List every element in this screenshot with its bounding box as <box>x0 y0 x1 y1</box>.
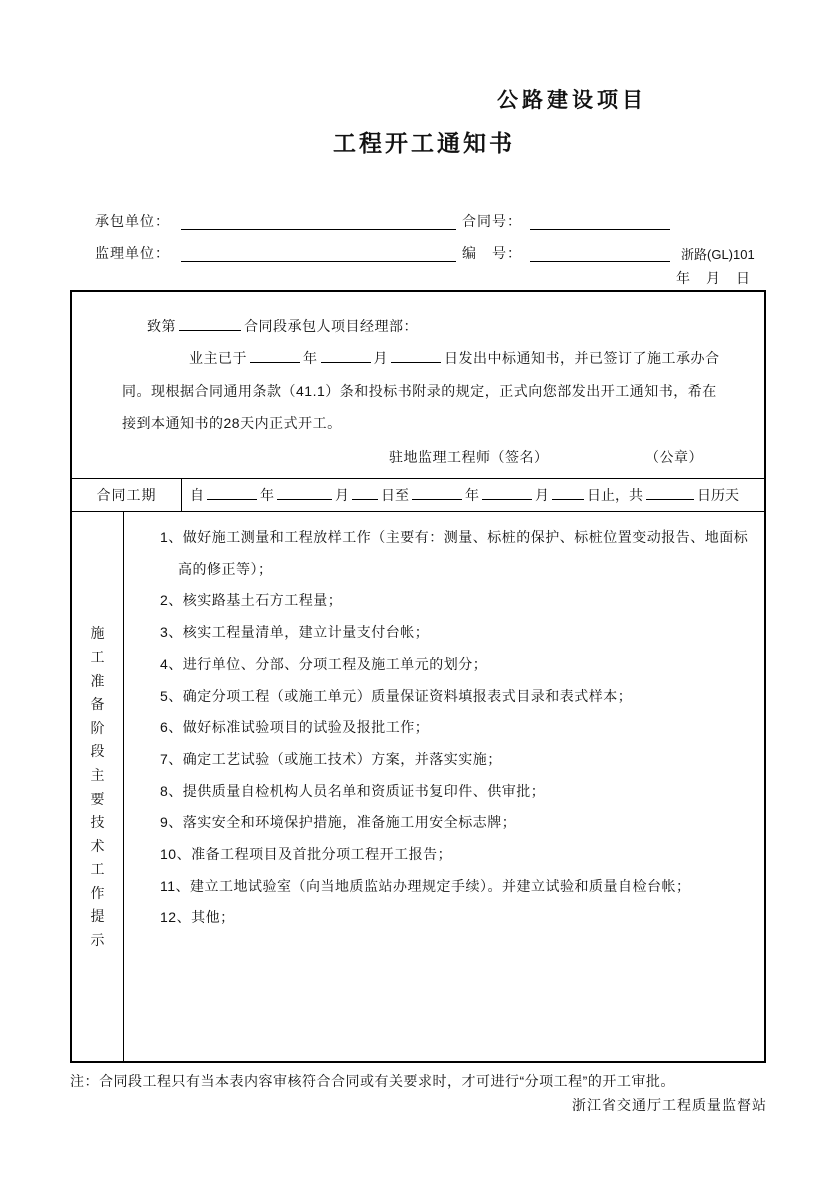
addressee-suffix: 合同段承包人项目经理部： <box>244 318 418 334</box>
owner-text: 业主已于 <box>189 350 247 366</box>
until-label: 日止，共 <box>587 487 643 503</box>
tips-list-item: 11、建立工地试验室（向当地质监站办理规定手续）。并建立试验和质量自检台帐； <box>160 877 691 894</box>
from-label: 自 <box>190 487 204 503</box>
tips-list-item: 1、做好施工测量和工程放样工作（主要有：测量、标桩的保护、标桩位置变动报告、地面标高的修正等）； <box>160 529 749 577</box>
start-month-blank[interactable] <box>277 485 332 500</box>
start-day-blank[interactable] <box>352 485 378 500</box>
end-month-label: 月 <box>535 487 549 503</box>
notice-section <box>72 292 764 478</box>
award-year-blank[interactable] <box>250 348 300 363</box>
contractor-blank[interactable] <box>181 213 456 230</box>
supervisor-blank[interactable] <box>181 245 456 262</box>
serial-no-blank[interactable] <box>530 245 670 262</box>
contract-no-blank[interactable] <box>530 213 670 230</box>
tips-list-item: 8、提供质量自检机构人员名单和资质证书复印件、供审批； <box>160 782 546 799</box>
duration-content <box>182 485 739 505</box>
supervisor-label: 监理单位： <box>95 245 170 261</box>
end-month-blank[interactable] <box>482 485 532 500</box>
tips-list-item: 2、核实路基土石方工程量； <box>160 592 343 609</box>
tips-list <box>160 522 752 934</box>
notice-line-owner <box>189 348 720 368</box>
tips-list-item: 6、做好标准试验项目的试验及报批工作； <box>160 719 430 736</box>
footer-agency: 浙江省交通厅工程质量监督站 <box>572 1097 767 1113</box>
tips-list-item: 12、其他； <box>160 909 235 926</box>
form-code: 浙路(GL)101 <box>681 247 755 262</box>
tips-list-item: 3、核实工程量清单，建立计量支付台帐； <box>160 624 430 641</box>
tips-side-cell <box>72 512 124 1063</box>
tips-list-item: 7、确定工艺试验（或施工技术）方案，并落实实施； <box>160 750 502 767</box>
calendar-days-label: 日历天 <box>697 487 739 503</box>
award-text: 日发出中标通知书，并已签订了施工承办合 <box>444 350 720 366</box>
start-year-blank[interactable] <box>207 485 257 500</box>
tips-list-item: 5、确定分项工程（或施工单元）质量保证资料填报表式目录和表式样本； <box>160 687 633 704</box>
tips-side-label: 施 工 准 备 阶 段 主 要 技 术 工 作 提 示 <box>90 625 105 949</box>
addressee-prefix: 致第 <box>147 318 176 334</box>
total-days-blank[interactable] <box>646 485 694 500</box>
tips-list-item: 9、落实安全和环境保护措施，准备施工用安全标志牌； <box>160 814 517 831</box>
start-month-label: 月 <box>335 487 349 503</box>
serial-no-label: 编 号： <box>462 245 522 261</box>
award-day-blank[interactable] <box>391 348 441 363</box>
contract-no-label: 合同号： <box>462 213 522 229</box>
notice-line-addressee <box>147 316 418 336</box>
seal-label: （公章） <box>645 449 703 465</box>
month-label: 月 <box>373 350 388 366</box>
end-year-label: 年 <box>465 487 479 503</box>
to-label: 日至 <box>381 487 409 503</box>
year-label: 年 <box>303 350 318 366</box>
tips-list-item: 4、进行单位、分部、分项工程及施工单元的划分； <box>160 655 488 672</box>
notice-line-clause: 同。现根据合同通用条款（41.1）条和投标书附录的规定，正式向您部发出开工通知书，希在 <box>122 383 717 399</box>
page-subtitle: 工程开工通知书 <box>333 130 515 156</box>
end-day-blank[interactable] <box>552 485 584 500</box>
duration-label: 合同工期 <box>72 479 182 511</box>
duration-row <box>72 478 764 512</box>
end-year-blank[interactable] <box>412 485 462 500</box>
main-form-box <box>70 290 766 1063</box>
signature-label: 驻地监理工程师（签名） <box>389 449 549 465</box>
date-line: 年 月 日 <box>676 270 751 286</box>
start-year-label: 年 <box>260 487 274 503</box>
tips-section <box>72 512 764 1063</box>
page-title: 公路建设项目 <box>497 89 647 112</box>
footer-note: 注：合同段工程只有当本表内容审核符合合同或有关要求时，才可进行“分项工程”的开工审批。 <box>70 1073 675 1089</box>
award-month-blank[interactable] <box>321 348 371 363</box>
contractor-label: 承包单位： <box>95 213 170 229</box>
notice-line-deadline: 接到本通知书的28天内正式开工。 <box>122 415 342 431</box>
section-no-blank[interactable] <box>179 316 241 331</box>
tips-list-item: 10、准备工程项目及首批分项工程开工报告； <box>160 846 453 863</box>
